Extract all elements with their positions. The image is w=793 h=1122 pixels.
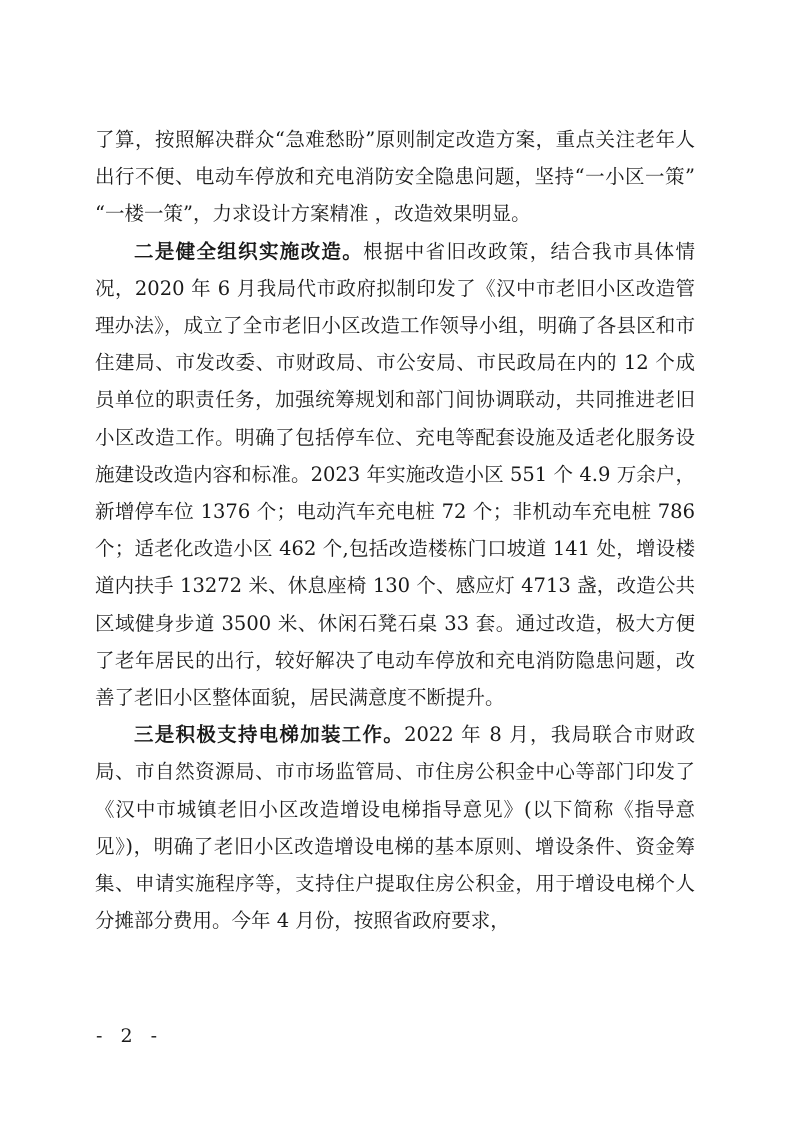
paragraph-text: 根据中省旧改政策，结合我市具体情况，2020 年 6 月我局代市政府拟制印发了《汉中市老旧小区改造管理办法》，成立了全市老旧小区改造工作领导小组，明确了各县区和市住建局、市发改委、市财政局、市公安局、市民政局在内的 12 个成员单位的职责任务，加强统筹规划和部门间协调联动，共同推进老旧小区改造工作。明确了包括停车位、充电等配套设施及适老化服务设施建设改造内容和标准。2023 年实施改造小区 551 个 4.9 万余户，新增停车位 1376 个；电动汽车充电桩 72 个；非机动车充电桩 786 个；适老化改造小区 462 个,包括改造楼栋门口坡道 141 处，增设楼道内扶手 13272 米、休息座椅 130 个、感应灯 4713 盏，改造公共区域健身步道 3500 米、休闲石凳石桌 33 套。通过改造，极大方便了老年居民的出行，较好解决了电动车停放和充电消防隐患问题，改善了老旧小区整体面貌，居民满意度不断提升。 [95,239,695,710]
paragraph-lead: 二是健全组织实施改造。 [134,239,364,263]
paragraph-continuation [95,121,695,233]
paragraph-text: 了算，按照解决群众“急难愁盼”原则制定改造方案，重点关注老年人出行不便、电动车停放和充电消防安全隐患问题，坚持“一小区一策” “一楼一策”，力求设计方案精准 ，改造效果明显。 [95,128,695,226]
paragraph-organization [95,233,695,717]
document-body [95,121,695,939]
paragraph-elevator [95,716,695,939]
paragraph-lead: 三是积极支持电梯加装工作。 [134,723,405,747]
page-number: - 2 - [96,1025,164,1047]
paragraph-text: 2022 年 8 月，我局联合市财政局、市自然资源局、市市场监管局、市住房公积金中心等部门印发了《汉中市城镇老旧小区改造增设电梯指导意见》(以下简称《指导意见》)，明确了老旧小区改造增设电梯的基本原则、增设条件、资金筹集、申请实施程序等，支持住户提取住房公积金，用于增设电梯个人分摊部分费用。今年 4 月份，按照省政府要求， [95,723,695,933]
